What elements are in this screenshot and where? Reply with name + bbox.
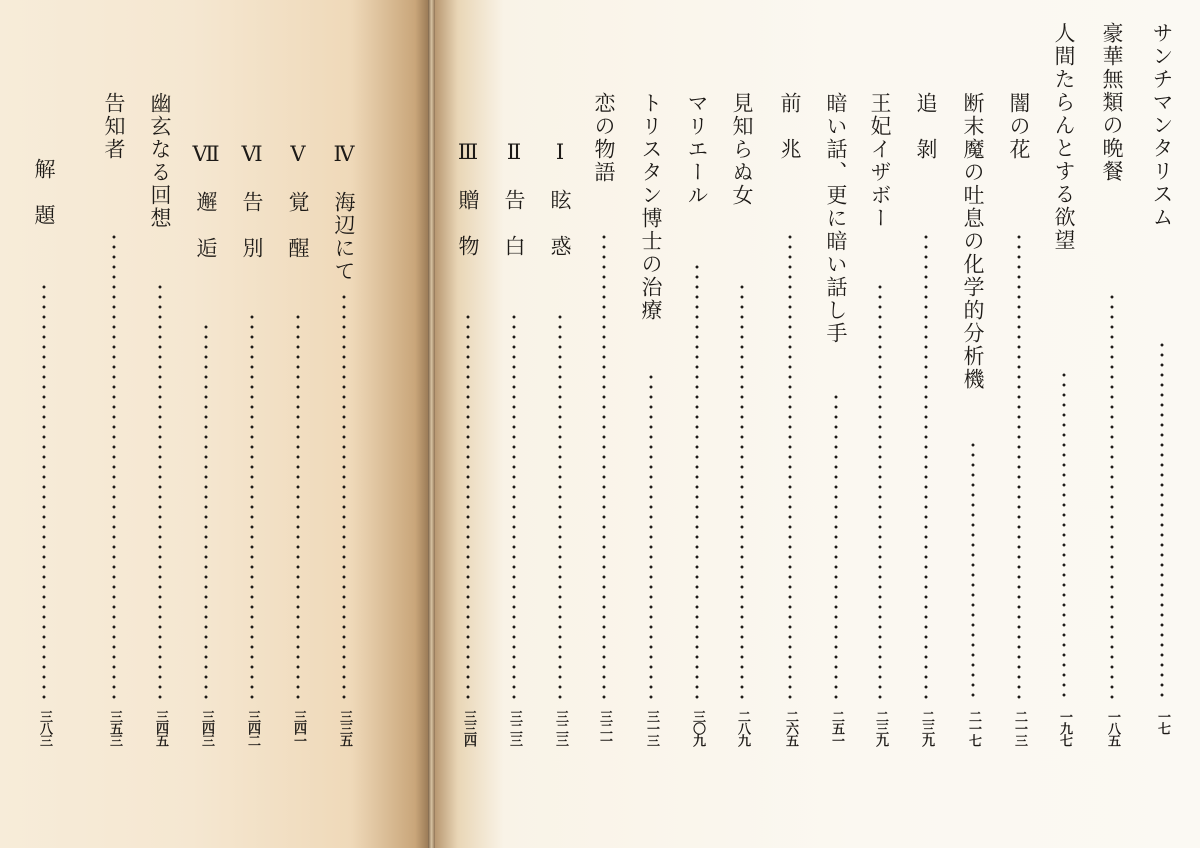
toc-leader-dots [1110,292,1114,700]
toc-entry-title: 闇の花 [1007,92,1031,161]
toc-page-number: 二一三 [1012,710,1027,746]
toc-leader-dots [250,312,254,700]
toc-leader-dots [971,440,975,700]
toc-entry[interactable] [26,0,62,848]
toc-leader-dots [466,312,470,700]
toc-leader-dots [1062,370,1066,700]
toc-entry-title: Ⅱ 告 白 [502,140,526,258]
toc-entry-title: トリスタン博士の治療 [639,92,663,322]
toc-leader-dots [602,232,606,700]
toc-entry-title: Ⅵ 告 別 [240,142,264,260]
toc-leader-dots [204,322,208,700]
toc-entry[interactable] [280,0,316,848]
toc-leader-dots [342,292,346,700]
toc-leader-dots [296,312,300,700]
toc-page-number: 二八九 [735,710,750,746]
toc-page-number: 三四一 [291,710,306,746]
toc-page-number: 三二三 [553,710,568,746]
toc-entry[interactable] [772,0,808,848]
toc-leader-dots [878,282,882,700]
toc-entry[interactable] [862,0,898,848]
toc-page-number: 一七 [1155,710,1170,734]
toc-entry[interactable] [1144,0,1180,848]
toc-page-number: 二三九 [873,710,888,746]
toc-leader-dots [740,282,744,700]
toc-page-number: 三五三 [107,710,122,746]
toc-entry[interactable] [818,0,854,848]
toc-entry[interactable] [1094,0,1130,848]
toc-page-number: 二一七 [966,710,981,746]
toc-entry[interactable] [142,0,178,848]
toc-entry-title: 豪華無類の晩餐 [1100,22,1124,183]
book-gutter [428,0,435,848]
right-page [435,0,1200,848]
toc-page-number: 二五一 [829,710,844,746]
toc-entry-title: マリエール [685,92,709,207]
toc-entry-title: 見知らぬ女 [730,92,754,207]
toc-page-number: 三八三 [37,710,52,746]
toc-entry-title: 告知者 [102,92,126,161]
toc-leader-dots [112,232,116,700]
toc-entry[interactable] [724,0,760,848]
toc-entry-title: サンチマンタリスム [1150,22,1174,229]
toc-page-number: 三二一 [597,710,612,746]
toc-entry[interactable] [188,0,224,848]
toc-leader-dots [834,392,838,700]
toc-page-number: 三四三 [199,710,214,746]
toc-page-number: 三四二 [245,710,260,746]
toc-page-number: 三三五 [337,710,352,746]
toc-leader-dots [649,372,653,700]
toc-page-number: 二三九 [919,710,934,746]
toc-page-number: 二六五 [783,710,798,746]
toc-entry-title: 追 剝 [914,92,938,161]
toc-entry-title: Ⅶ 邂 逅 [194,142,218,260]
toc-entry[interactable] [234,0,270,848]
toc-leader-dots [1160,340,1164,700]
toc-entry[interactable] [496,0,532,848]
toc-entry[interactable] [1046,0,1082,848]
toc-entry[interactable] [586,0,622,848]
toc-leader-dots [695,262,699,700]
toc-entry[interactable] [955,0,991,848]
toc-entry-title: Ⅰ 眩 惑 [548,140,572,258]
toc-entry-title: Ⅲ 贈 物 [456,140,480,258]
toc-entry-title: 恋の物語 [592,92,616,184]
toc-page-number: 一九七 [1057,710,1072,746]
toc-entry-title: 人間たらんとする欲望 [1052,22,1076,252]
toc-entry-title: Ⅳ 海辺にて [332,142,356,283]
toc-entry[interactable] [633,0,669,848]
toc-entry[interactable] [326,0,362,848]
toc-entry[interactable] [96,0,132,848]
toc-page-number: 一八五 [1105,710,1120,746]
toc-entry[interactable] [1001,0,1037,848]
toc-entry-title: 断末魔の吐息の化学的分析機 [961,92,985,391]
toc-entry-title: Ⅴ 覚 醒 [286,142,310,260]
toc-entry[interactable] [679,0,715,848]
toc-leader-dots [1017,232,1021,700]
toc-leader-dots [788,232,792,700]
toc-entry[interactable] [542,0,578,848]
toc-leader-dots [158,282,162,700]
toc-entry-title: 王妃イザボー [868,92,892,230]
toc-page-number: 三〇九 [690,710,705,746]
toc-entry-title: 解 題 [32,158,56,227]
toc-leader-dots [924,232,928,700]
toc-leader-dots [558,312,562,700]
toc-entry-title: 暗い話、更に暗い話し手 [824,92,848,345]
toc-page-number: 三一三 [644,710,659,746]
toc-page-number: 三三四 [461,710,476,746]
toc-page-number: 三四五 [153,710,168,746]
toc-leader-dots [512,312,516,700]
toc-entry-title: 幽玄なる回想 [148,92,172,230]
toc-page-number: 三二三 [507,710,522,746]
toc-entry[interactable] [908,0,944,848]
toc-leader-dots [42,282,46,700]
toc-entry-title: 前 兆 [778,92,802,161]
toc-entry[interactable] [450,0,486,848]
left-page [0,0,428,848]
